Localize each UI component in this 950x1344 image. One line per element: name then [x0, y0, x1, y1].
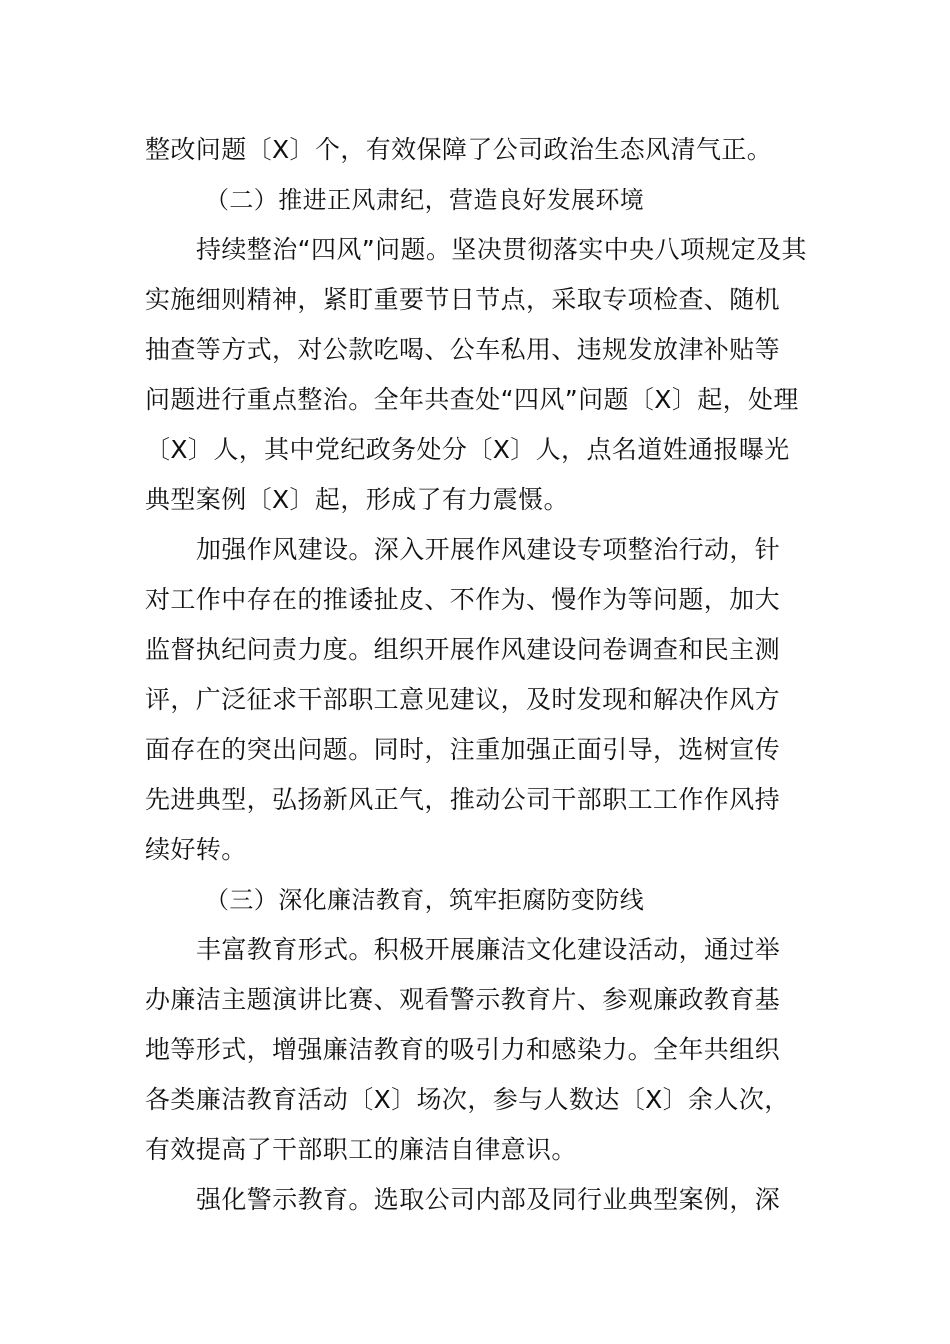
text-line: 各类廉洁教育活动〔X〕场次，参与人数达〔X〕余人次， — [145, 1085, 790, 1114]
text-line: 地等形式，增强廉洁教育的吸引力和感染力。全年共组织 — [145, 1035, 781, 1064]
text-line: 监督执纪问责力度。组织开展作风建设问卷调查和民主测 — [145, 635, 781, 664]
text-line: 典型案例〔X〕起，形成了有力震慑。 — [145, 485, 569, 514]
paragraph-start: 持续整治“四风”问题。坚决贯彻落实中央八项规定及其 — [196, 235, 807, 264]
text-line: 面存在的突出问题。同时，注重加强正面引导，选树宣传 — [145, 735, 781, 764]
section-heading: （三）深化廉洁教育，筑牢拒腐防变防线 — [205, 886, 645, 914]
text-line: 整改问题〔X〕个，有效保障了公司政治生态风清气正。 — [145, 135, 773, 164]
text-line: 对工作中存在的推诿扯皮、不作为、慢作为等问题，加大 — [145, 585, 781, 614]
text-line: 实施细则精神，紧盯重要节日节点，采取专项检查、随机 — [145, 285, 781, 314]
section-heading: （二）推进正风肃纪，营造良好发展环境 — [205, 186, 645, 214]
text-line: 先进典型，弘扬新风正气，推动公司干部职工工作作风持 — [145, 785, 781, 814]
paragraph-start: 强化警示教育。选取公司内部及同行业典型案例，深 — [196, 1185, 781, 1214]
text-line: 问题进行重点整治。全年共查处“四风”问题〔X〕起，处理 — [145, 385, 799, 414]
text-line: 评，广泛征求干部职工意见建议，及时发现和解决作风方 — [145, 685, 781, 714]
text-line: 〔X〕人，其中党纪政务处分〔X〕人，点名道姓通报曝光 — [145, 435, 790, 464]
text-line: 办廉洁主题演讲比赛、观看警示教育片、参观廉政教育基 — [145, 985, 781, 1014]
text-line: 续好转。 — [145, 835, 247, 864]
text-line: 有效提高了干部职工的廉洁自律意识。 — [145, 1135, 577, 1164]
text-line: 抽查等方式，对公款吃喝、公车私用、违规发放津补贴等 — [145, 335, 781, 364]
paragraph-start: 丰富教育形式。积极开展廉洁文化建设活动，通过举 — [196, 935, 781, 964]
paragraph-start: 加强作风建设。深入开展作风建设专项整治行动，针 — [196, 535, 781, 564]
